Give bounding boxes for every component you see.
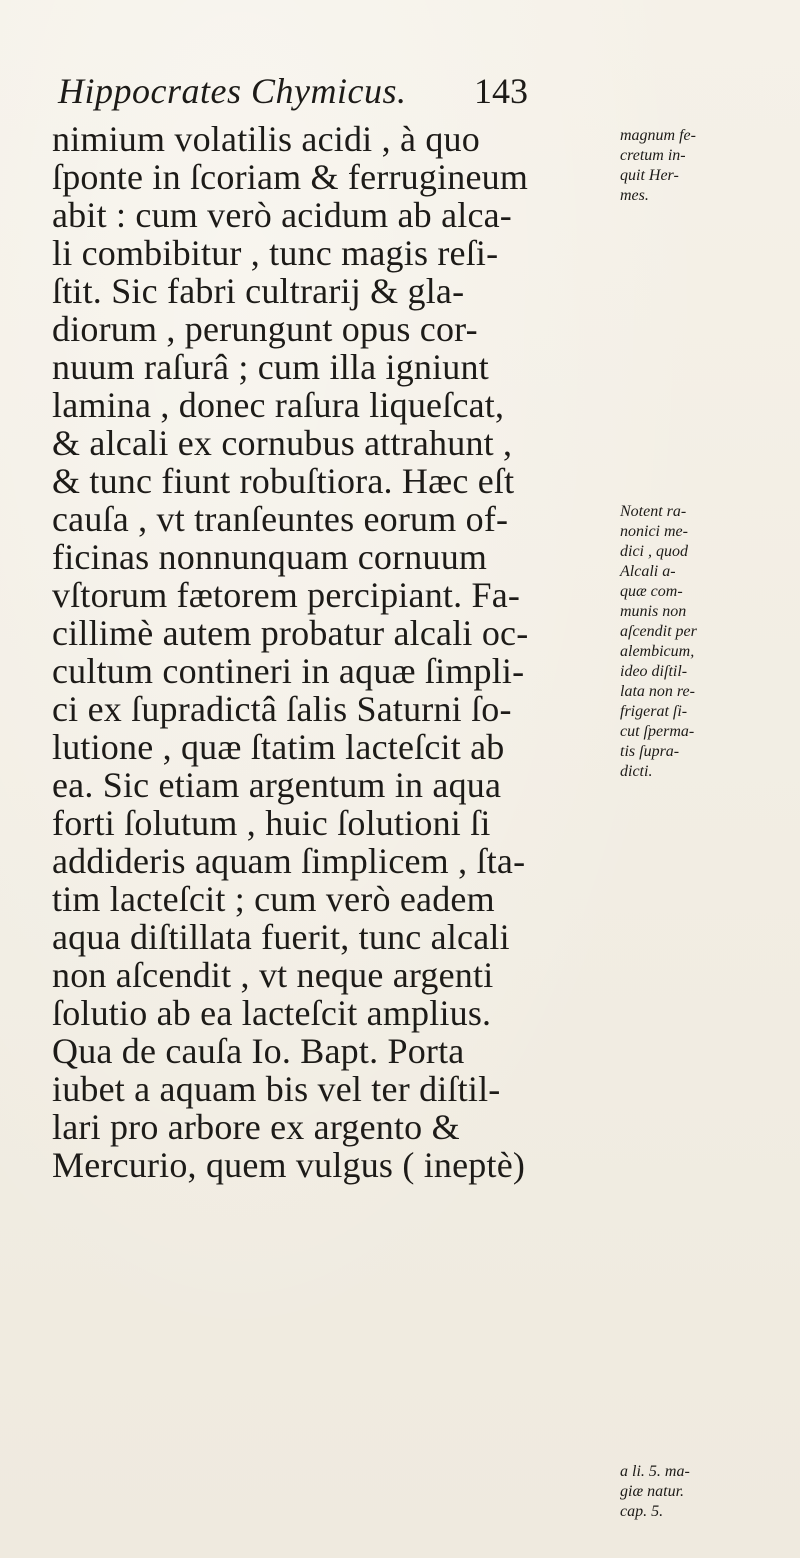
text-line: iubet a aquam bis vel ter diſtil-: [52, 1069, 501, 1109]
page-number: 143: [474, 71, 528, 111]
note-line: a li. 5. ma-: [620, 1463, 690, 1480]
note-line: quæ com-: [620, 583, 683, 600]
text-line: ſponte in ſcoriam & ferrugineum: [52, 157, 529, 197]
text-line: & alcali ex cornubus attrahunt ,: [52, 423, 513, 463]
text-line: nimium volatilis acidi , à quo: [52, 119, 480, 159]
note-line: mes.: [620, 187, 649, 204]
running-head: [58, 70, 578, 114]
text-line: ſtit. Sic fabri cultrarij & gla-: [52, 271, 465, 311]
text-line: ſolutio ab ea lacteſcit amplius.: [52, 993, 492, 1033]
text-line: ea. Sic etiam argentum in aqua: [52, 765, 502, 805]
text-line: nuum raſurâ ; cum illa igniunt: [52, 347, 489, 387]
body-text: [52, 120, 612, 1184]
text-line: cillimè autem probatur alcali oc-: [52, 613, 529, 653]
text-line: li combibitur , tunc magis reſi-: [52, 233, 499, 273]
text-line: aqua diſtillata fuerit, tunc alcali: [52, 917, 510, 957]
note-line: nonici me-: [620, 523, 688, 540]
note-line: aſcendit per: [620, 623, 697, 640]
text-line: ficinas nonnunquam cornuum: [52, 537, 488, 577]
text-line: forti ſolutum , huic ſolutioni ſi: [52, 803, 491, 843]
note-line: frigerat ſi-: [620, 703, 688, 720]
note-line: cretum in-: [620, 147, 686, 164]
margin-note-alcali: [620, 502, 798, 782]
note-line: dicti.: [620, 763, 653, 780]
note-line: dici , quod: [620, 543, 688, 560]
margin-note-hermes: [620, 126, 798, 206]
note-line: lata non re-: [620, 683, 695, 700]
note-line: tis ſupra-: [620, 743, 680, 760]
note-line: cap. 5.: [620, 1503, 664, 1520]
running-title: Hippocrates Chymicus.: [58, 71, 407, 111]
text-line: lamina , donec raſura liqueſcat,: [52, 385, 505, 425]
note-line: Alcali a-: [620, 563, 676, 580]
note-line: ideo diſtil-: [620, 663, 688, 680]
text-line: vſtorum fætorem percipiant. Fa-: [52, 575, 521, 615]
margin-note-citation: [620, 1462, 798, 1522]
note-line: giæ natur.: [620, 1483, 685, 1500]
text-line: tim lacteſcit ; cum verò eadem: [52, 879, 495, 919]
text-line: & tunc fiunt robuſtiora. Hæc eſt: [52, 461, 515, 501]
text-line: Qua de cauſa Io. Bapt. Porta: [52, 1031, 465, 1071]
text-line: ci ex ſupradictâ ſalis Saturni ſo-: [52, 689, 512, 729]
text-line: non aſcendit , vt neque argenti: [52, 955, 494, 995]
text-line: addideris aquam ſimplicem , ſta-: [52, 841, 526, 881]
note-line: munis non: [620, 603, 687, 620]
note-line: alembicum,: [620, 643, 695, 660]
text-line: abit : cum verò acidum ab alca-: [52, 195, 512, 235]
text-line: lutione , quæ ſtatim lacteſcit ab: [52, 727, 505, 767]
note-line: Notent ra-: [620, 503, 687, 520]
text-line: Mercurio, quem vulgus ( ineptè): [52, 1145, 526, 1185]
text-line: lari pro arbore ex argento &: [52, 1107, 460, 1147]
note-line: magnum fe-: [620, 127, 696, 144]
text-line: cauſa , vt tranſeuntes eorum of-: [52, 499, 509, 539]
note-line: quit Her-: [620, 167, 679, 184]
text-line: cultum contineri in aquæ ſimpli-: [52, 651, 525, 691]
text-line: diorum , perungunt opus cor-: [52, 309, 478, 349]
note-line: cut ſperma-: [620, 723, 695, 740]
